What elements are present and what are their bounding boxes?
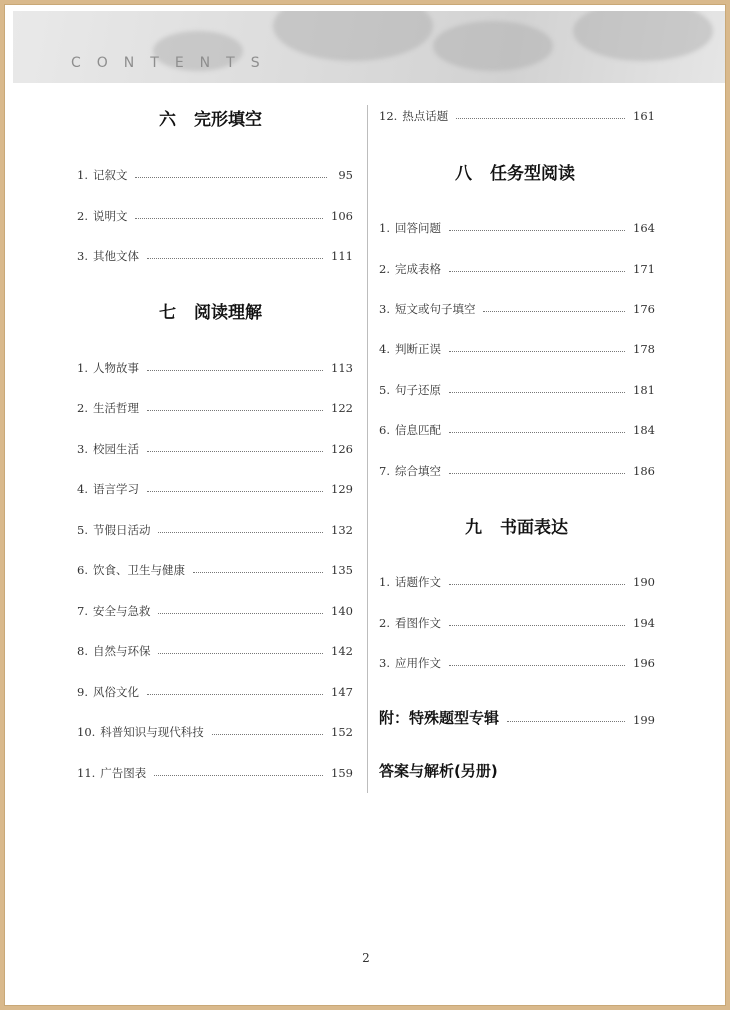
toc-entry[interactable] [77,723,353,741]
toc-entry[interactable] [379,300,655,318]
entry-number: 3. [379,302,390,316]
toc-entry[interactable] [379,614,655,632]
dot-leader [449,351,625,352]
dot-leader [449,392,625,393]
dot-leader [158,613,323,614]
entry-label: 节假日活动 [92,523,151,537]
entry-number: 7. [379,464,390,478]
appendix-page: 199 [633,713,655,727]
entry-number: 11. [77,766,96,780]
section-number: 八 [455,164,472,184]
toc-entry[interactable] [77,521,353,539]
entry-label: 看图作文 [394,616,441,630]
dot-leader [483,311,625,312]
entry-page: 152 [331,725,353,739]
section-heading-6 [159,105,262,130]
entry-label: 广告图表 [100,766,147,780]
dot-leader [449,665,625,666]
appendix-label: 附：特殊题型专辑 [379,708,500,727]
entry-label: 科普知识与现代科技 [100,725,204,739]
toc-entry[interactable] [77,359,353,377]
section-number: 六 [159,110,176,130]
entry-number: 3. [77,249,88,263]
entry-number: 5. [77,523,88,537]
entry-label: 风俗文化 [92,685,139,699]
entry-label: 校园生活 [92,442,139,456]
dot-leader [154,775,323,776]
dot-leader [147,370,323,371]
entry-page: 140 [331,604,353,618]
page-number: 2 [362,951,370,965]
toc-entry[interactable] [379,260,655,278]
section-number: 九 [465,518,482,538]
toc-page [4,4,726,1006]
section-number: 七 [159,303,176,323]
entry-page: 161 [633,109,655,123]
section-title: 任务型阅读 [490,164,575,184]
dot-leader [507,721,625,722]
dot-leader [449,625,625,626]
entry-label: 饮食、卫生与健康 [92,563,185,577]
dot-leader [158,532,323,533]
entry-number: 7. [77,604,88,618]
entry-label: 说明文 [92,209,128,223]
entry-page: 159 [331,766,353,780]
entry-page: 95 [338,168,353,182]
entry-number: 4. [379,342,390,356]
entry-page: 176 [633,302,655,316]
entry-label: 自然与环保 [92,644,151,658]
toc-entry[interactable] [77,166,353,184]
section-title: 完形填空 [194,110,262,130]
entry-label: 回答问题 [394,221,441,235]
section-heading-7 [159,298,262,323]
column-divider [367,105,368,793]
entry-page: 186 [633,464,655,478]
dot-leader [147,694,323,695]
entry-label: 判断正误 [394,342,441,356]
section-heading-8 [455,159,575,184]
entry-number: 1. [379,221,390,235]
entry-page: 196 [633,656,655,670]
dot-leader [449,230,625,231]
section-title: 阅读理解 [194,303,262,323]
entry-number: 6. [77,563,88,577]
dot-leader [147,410,323,411]
entry-number: 1. [77,168,88,182]
entry-page: 106 [331,209,353,223]
toc-entry[interactable] [77,683,353,701]
entry-label: 人物故事 [92,361,139,375]
banner-title: CONTENTS [71,55,276,71]
entry-label: 记叙文 [92,168,128,182]
entry-number: 1. [77,361,88,375]
entry-page: 171 [633,262,655,276]
answers-label: 答案与解析(另册) [379,761,498,780]
entry-number: 6. [379,423,390,437]
dot-leader [449,473,625,474]
section-heading-9 [465,513,568,538]
entry-page: 113 [331,361,353,375]
entry-label: 其他文体 [92,249,139,263]
dot-leader [449,432,625,433]
entry-label: 热点话题 [402,109,449,123]
entry-label: 综合填空 [394,464,441,478]
entry-label: 完成表格 [394,262,441,276]
entry-number: 4. [77,482,88,496]
dot-leader [456,118,625,119]
entry-page: 178 [633,342,655,356]
entry-number: 2. [379,262,390,276]
entry-label: 生活哲理 [92,401,139,415]
entry-page: 142 [331,644,353,658]
dot-leader [212,734,323,735]
toc-entry[interactable] [77,764,353,782]
toc-entry[interactable] [77,207,353,225]
entry-label: 安全与急救 [92,604,151,618]
dot-leader [147,491,323,492]
toc-entry[interactable] [77,561,353,579]
toc-entry[interactable] [379,462,655,480]
dot-leader [193,572,323,573]
entry-number: 10. [77,725,96,739]
entry-number: 2. [379,616,390,630]
entry-number: 3. [379,656,390,670]
toc-entry[interactable] [77,480,353,498]
entry-number: 1. [379,575,390,589]
contents-banner [13,11,726,83]
toc-entry[interactable] [379,573,655,591]
entry-number: 12. [379,109,398,123]
entry-number: 8. [77,644,88,658]
dot-leader [135,218,323,219]
entry-number: 5. [379,383,390,397]
entry-page: 135 [331,563,353,577]
entry-page: 132 [331,523,353,537]
entry-label: 语言学习 [92,482,139,496]
dot-leader [449,584,625,585]
toc-entry[interactable] [77,247,353,265]
entry-page: 126 [331,442,353,456]
entry-label: 应用作文 [394,656,441,670]
entry-label: 句子还原 [394,383,441,397]
dot-leader [147,451,323,452]
entry-page: 122 [331,401,353,415]
dot-leader [135,177,327,178]
toc-entry[interactable] [379,340,655,358]
appendix-entry[interactable] [379,706,655,728]
entry-label: 短文或句子填空 [394,302,476,316]
dot-leader [158,653,323,654]
answers-entry[interactable] [379,759,498,781]
entry-label: 话题作文 [394,575,441,589]
entry-number: 3. [77,442,88,456]
dot-leader [449,271,625,272]
toc-entry[interactable] [379,654,655,672]
toc-entry[interactable] [77,642,353,660]
toc-entry[interactable] [379,421,655,439]
entry-number: 2. [77,209,88,223]
toc-entry[interactable] [379,219,655,237]
entry-page: 164 [633,221,655,235]
entry-label: 信息匹配 [394,423,441,437]
entry-page: 190 [633,575,655,589]
entry-number: 2. [77,401,88,415]
toc-entry[interactable] [77,602,353,620]
entry-page: 184 [633,423,655,437]
entry-page: 147 [331,685,353,699]
toc-entry[interactable] [379,381,655,399]
dot-leader [147,258,323,259]
toc-entry[interactable] [379,107,655,125]
entry-page: 181 [633,383,655,397]
entry-page: 111 [331,249,353,263]
entry-number: 9. [77,685,88,699]
section-title: 书面表达 [500,518,568,538]
toc-entry[interactable] [77,440,353,458]
entry-page: 194 [633,616,655,630]
toc-entry[interactable] [77,399,353,417]
entry-page: 129 [331,482,353,496]
